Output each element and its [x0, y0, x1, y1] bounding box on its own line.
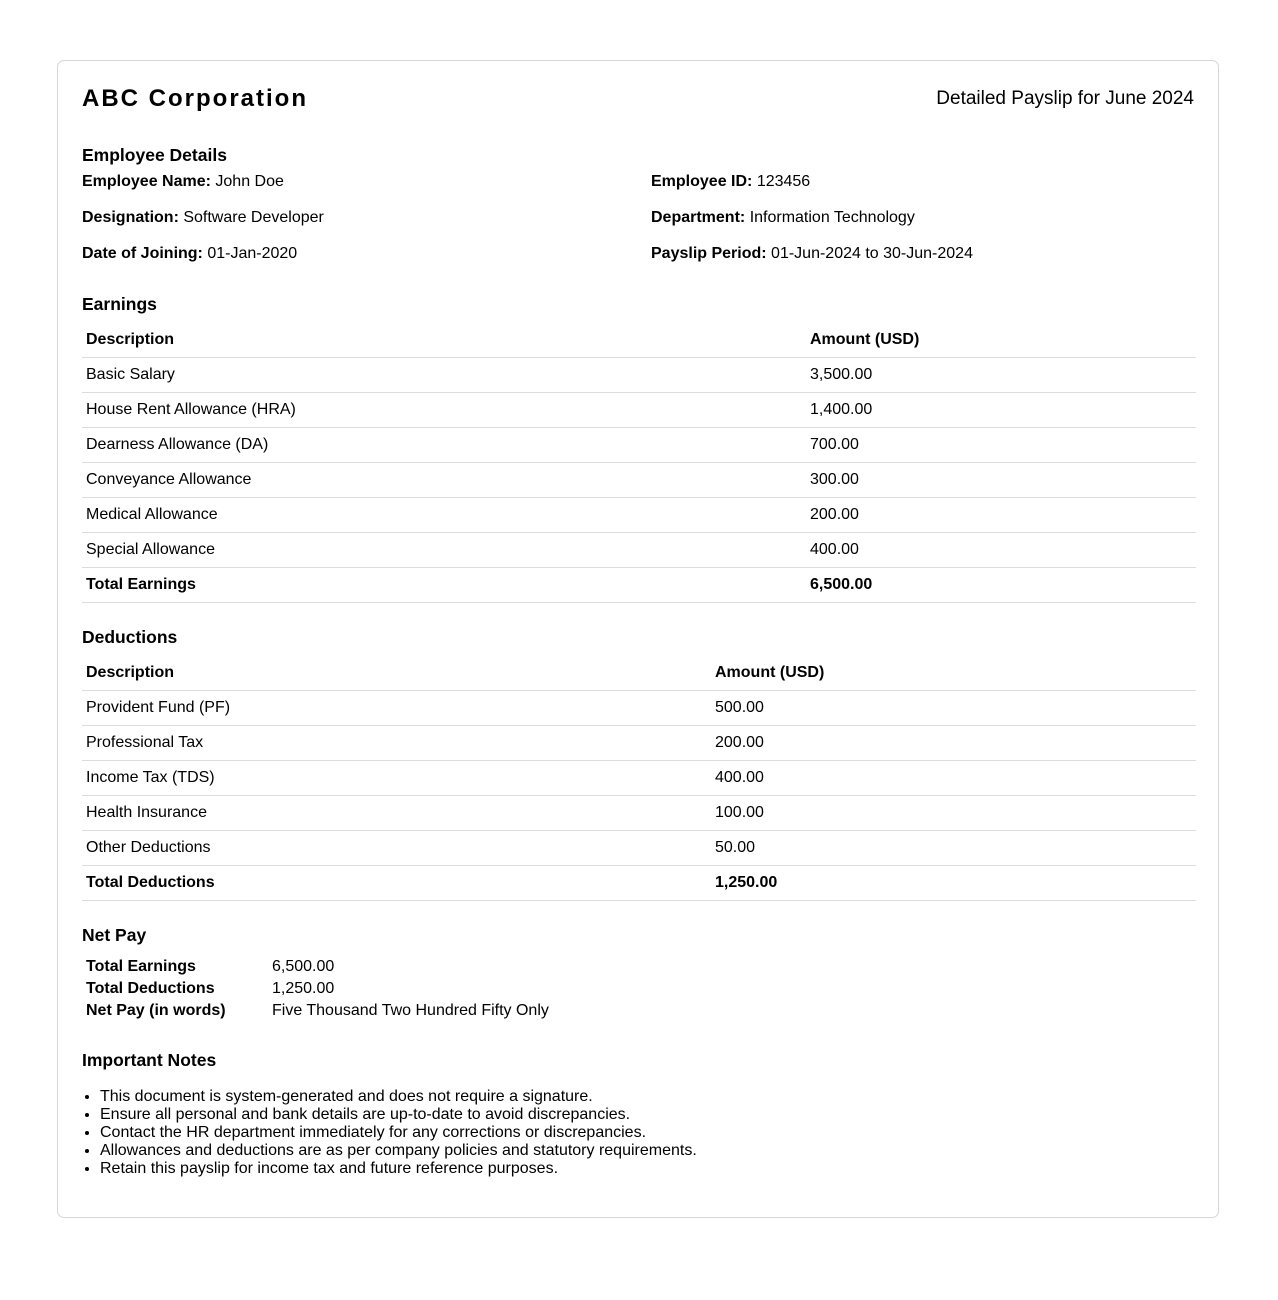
- field-label: Date of Joining:: [82, 245, 203, 262]
- table-row: [82, 358, 1196, 393]
- employee-row: [82, 245, 1196, 281]
- earning-description: Conveyance Allowance: [82, 463, 806, 498]
- total-label: Total Deductions: [82, 866, 711, 901]
- earnings-heading: Earnings: [82, 294, 157, 314]
- total-deductions-row: [82, 866, 1196, 901]
- earning-amount: 300.00: [806, 463, 1196, 498]
- earning-description: Dearness Allowance (DA): [82, 428, 806, 463]
- field-label: Payslip Period:: [651, 245, 767, 262]
- deduction-amount: 200.00: [711, 726, 1196, 761]
- table-row: [82, 498, 1196, 533]
- earning-amount: 400.00: [806, 533, 1196, 568]
- total-amount: 6,500.00: [806, 568, 1196, 603]
- deduction-description: Health Insurance: [82, 796, 711, 831]
- table-row: [82, 393, 1196, 428]
- column-header: Amount (USD): [711, 656, 1196, 691]
- deductions-table: [82, 656, 1196, 901]
- deductions-heading: Deductions: [82, 627, 178, 647]
- earning-description: Special Allowance: [82, 533, 806, 568]
- table-row: [82, 726, 1196, 761]
- field-value: 123456: [756, 173, 811, 190]
- employee-name-field: [82, 173, 284, 191]
- earning-amount: 3,500.00: [806, 358, 1196, 393]
- list-item: • Allowances and deductions are as per company policies and statutory requirements.: [100, 1142, 697, 1160]
- payslip-header: [82, 61, 1194, 141]
- list-item: • Retain this payslip for income tax and future reference purposes.: [100, 1160, 697, 1178]
- earning-amount: 1,400.00: [806, 393, 1196, 428]
- employee-details-heading: Employee Details: [82, 145, 227, 165]
- total-label: Total Earnings: [82, 568, 806, 603]
- table-header-row: [82, 323, 1196, 358]
- field-label: Employee Name:: [82, 173, 211, 190]
- deduction-description: Provident Fund (PF): [82, 691, 711, 726]
- net-pay-value: 6,500.00: [272, 958, 335, 975]
- column-header: Amount (USD): [806, 323, 1196, 358]
- designation-field: [82, 209, 324, 227]
- net-pay-heading: Net Pay: [82, 925, 147, 945]
- deduction-description: Income Tax (TDS): [82, 761, 711, 796]
- table-row: [82, 796, 1196, 831]
- employee-details-grid: [82, 173, 1196, 281]
- total-earnings-row: [82, 568, 1196, 603]
- net-pay-value: 1,250.00: [272, 980, 335, 997]
- field-label: Designation:: [82, 209, 179, 226]
- column-header: Description: [82, 656, 711, 691]
- table-row: [82, 463, 1196, 498]
- notes-list: [82, 1088, 697, 1178]
- earning-description: House Rent Allowance (HRA): [82, 393, 806, 428]
- field-value: Software Developer: [183, 209, 324, 226]
- earnings-table-wrapper: [82, 323, 1196, 603]
- earning-amount: 700.00: [806, 428, 1196, 463]
- net-pay-row: [82, 1002, 782, 1024]
- net-pay-summary: [82, 958, 782, 1024]
- list-item: • This document is system-generated and does not require a signature.: [100, 1088, 697, 1106]
- table-row: [82, 533, 1196, 568]
- column-header: Description: [82, 323, 806, 358]
- earning-description: Medical Allowance: [82, 498, 806, 533]
- list-item: • Contact the HR department immediately for any corrections or discrepancies.: [100, 1124, 697, 1142]
- deduction-description: Other Deductions: [82, 831, 711, 866]
- field-value: 01-Jun-2024 to 30-Jun-2024: [771, 245, 973, 262]
- earning-description: Basic Salary: [82, 358, 806, 393]
- deduction-amount: 400.00: [711, 761, 1196, 796]
- payslip-card: [57, 60, 1219, 1218]
- deduction-amount: 100.00: [711, 796, 1196, 831]
- deduction-amount: 50.00: [711, 831, 1196, 866]
- deductions-table-wrapper: [82, 656, 1196, 901]
- earning-amount: 200.00: [806, 498, 1196, 533]
- net-pay-row: [82, 958, 782, 980]
- employee-row: [82, 209, 1196, 245]
- important-notes-heading: Important Notes: [82, 1050, 217, 1070]
- employee-id-field: [651, 173, 810, 191]
- net-pay-label: Total Earnings: [86, 958, 196, 975]
- date-of-joining-field: [82, 245, 297, 263]
- company-name: ABC Corporation: [82, 85, 308, 112]
- field-value: John Doe: [215, 173, 284, 190]
- earnings-table: [82, 323, 1196, 603]
- deduction-amount: 500.00: [711, 691, 1196, 726]
- payslip-title: Detailed Payslip for June 2024: [936, 88, 1194, 109]
- payslip-content: [82, 61, 1194, 1177]
- net-pay-label: Total Deductions: [86, 980, 215, 997]
- table-row: [82, 761, 1196, 796]
- table-row: [82, 428, 1196, 463]
- total-amount: 1,250.00: [711, 866, 1196, 901]
- payslip-period-field: [651, 245, 973, 263]
- table-header-row: [82, 656, 1196, 691]
- field-label: Employee ID:: [651, 173, 753, 190]
- deduction-description: Professional Tax: [82, 726, 711, 761]
- department-field: [651, 209, 915, 227]
- field-label: Department:: [651, 209, 746, 226]
- net-pay-row: [82, 980, 782, 1002]
- net-pay-value: Five Thousand Two Hundred Fifty Only: [272, 1002, 549, 1019]
- field-value: Information Technology: [749, 209, 915, 226]
- net-pay-label: Net Pay (in words): [86, 1002, 226, 1019]
- field-value: 01-Jan-2020: [207, 245, 298, 262]
- table-row: [82, 691, 1196, 726]
- list-item: • Ensure all personal and bank details are up-to-date to avoid discrepancies.: [100, 1106, 697, 1124]
- table-row: [82, 831, 1196, 866]
- employee-row: [82, 173, 1196, 209]
